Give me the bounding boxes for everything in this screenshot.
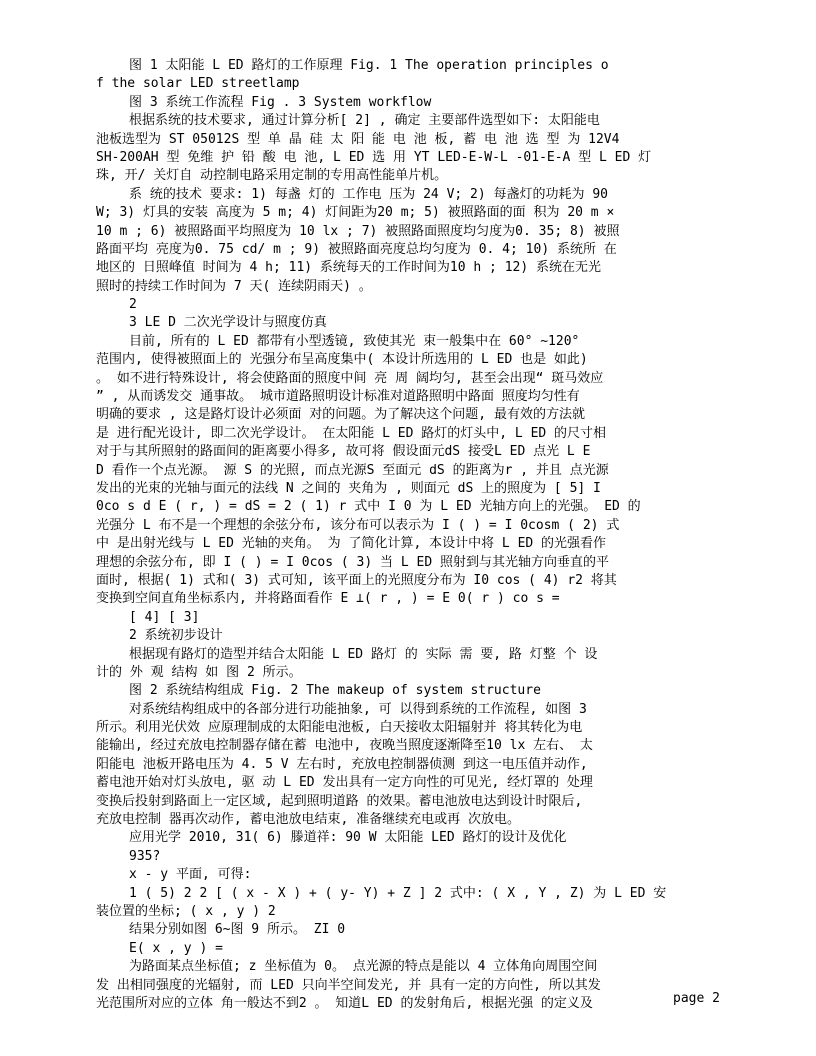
equation-line: 1 ( 5) 2 2 [ ( x - X ) + ( y- Y) + Z ] 2 式中: ( X , Y , Z) 为 L ED 安	[129, 885, 667, 901]
paragraph-line: 所示。利用光伏效 应原理制成的太阳能电池板, 白天接收太阳辐射并 将其转化为电	[96, 720, 583, 736]
equation-line: E( x , y ) =	[129, 940, 223, 956]
paragraph-line: 地区的 日照峰值 时间为 4 h; 11) 系统每天的工作时间为10 h ; 12) 系统在无光	[96, 260, 602, 276]
paragraph-line: 目前, 所有的 L ED 都带有小型透镜, 致使其光 束一般集中在 60° ~120°	[129, 333, 580, 349]
paragraph-line: 对系统结构组成中的各部分进行功能抽象, 可 以得到系统的工作流程, 如图 3	[129, 701, 587, 717]
section-number: 2	[129, 297, 137, 313]
paragraph-line: ” , 从而诱发交 通事故。 城市道路照明设计标准对道路照明中路面 照度均匀性有	[96, 389, 580, 405]
paragraph-line: 充放电控制 器再次动作, 蓄电池放电结束, 准备继续充电或再 次放电。	[96, 812, 520, 828]
running-header: 应用光学 2010, 31( 6) 滕道祥: 90 W 太阳能 LED 路灯的设计及优化	[129, 830, 567, 846]
paragraph-line: 计的 外 观 结构 如 图 2 所示。	[96, 664, 302, 680]
paragraph-line: 路面平均 亮度为0. 75 cd/ m ; 9) 被照路面亮度总均匀度为 0. 4; 10) 系统所 在	[96, 241, 617, 257]
paragraph-line: 变换后投射到路面上一定区域, 起到照明道路 的效果。蓄电池放电达到设计时限后,	[96, 793, 583, 809]
paragraph-line: 变换到空间直角坐标系内, 并将路面看作 E ⊥( r , ) = E 0( r ) co s =	[96, 591, 560, 607]
running-header-page: 935?	[129, 848, 161, 864]
equation-line: 装位置的坐标; ( x , y ) 2	[96, 903, 276, 919]
figure-caption-1: 图 1 太阳能 L ED 路灯的工作原理 Fig. 1 The operation principles o	[129, 58, 609, 73]
paragraph-line: 对于与其所照射的路面间的距离要小得多, 故可将 假设面元dS 接受L ED 点光 L E	[96, 444, 591, 460]
page-number: page 2	[673, 991, 720, 1006]
paragraph-line: 是 进行配光设计, 即二次光学设计。 在太阳能 L ED 路灯的灯头中, L ED 的尺寸相	[96, 425, 607, 441]
paragraph-line: 发出的光束的光轴与面元的法线 N 之间的 夹角为 , 则面元 dS 上的照度为 [ 5] I	[96, 480, 601, 496]
paragraph-line: W; 3) 灯具的安装 高度为 5 m; 4) 灯间距为20 m; 5) 被照路面的面 积为 20 m ×	[96, 205, 615, 221]
paragraph-line: 光范围所对应的立体 角一般达不到2 。 知道L ED 的发射角后, 根据光强 的定义及	[96, 995, 593, 1011]
section-heading: 2 系统初步设计	[129, 628, 223, 644]
paragraph-line: x - y 平面, 可得:	[129, 867, 252, 883]
paragraph-line: 结果分别如图 6~图 9 所示。 ZI 0	[129, 922, 346, 938]
paragraph-line: 根据系统的技术要求, 通过计算分析[ 2] , 确定 主要部件选型如下: 太阳能电	[129, 113, 600, 129]
paragraph-line: 根据现有路灯的造型并结合太阳能 L ED 路灯 的 实际 需 要, 路 灯整 个 设	[129, 646, 598, 662]
paragraph-line: 池板选型为 ST 05012S 型 单 晶 硅 太 阳 能 电 池 板, 蓄 电 池 选 型 为 12V4	[96, 131, 620, 147]
paragraph-line: 发 出相同强度的光辐射, 而 LED 只向半空间发光, 并 具有一定的方向性, 所以其发	[96, 977, 601, 993]
document-body	[96, 57, 724, 1013]
paragraph-line: 照时的持续工作时间为 7 天( 连续阴雨天) 。	[96, 278, 372, 294]
figure-caption-1-cont: f the solar LED streetlamp	[96, 76, 300, 92]
paragraph-line: 蓄电池开始对灯头放电, 驱 动 L ED 发出具有一定方向性的可见光, 经灯罩的 处理	[96, 775, 593, 791]
figure-caption-3: 图 3 系统工作流程 Fig . 3 System workflow	[129, 94, 432, 110]
paragraph-line: SH-200AH 型 免维 护 铅 酸 电 池, L ED 选 用 YT LED-E-W-L -01-E-A 型 L ED 灯	[96, 149, 652, 165]
paragraph-line: 系 统的技术 要求: 1) 每盏 灯的 工作电 压为 24 V; 2) 每盏灯的功耗为 90	[129, 186, 609, 202]
paragraph-line: 。 如不进行特殊设计, 将会使路面的照度中间 亮 周 阔均匀, 甚至会出现“ 斑马效应	[96, 370, 604, 386]
paragraph-line: 为路面某点坐标值; z 坐标值为 0。 点光源的特点是能以 4 立体角向周围空间	[129, 959, 598, 975]
paragraph-line: 阳能电 池板开路电压为 4. 5 V 左右时, 充放电控制器侦测 到这一电压值并动作,	[96, 756, 588, 772]
paragraph-line: 理想的余弦分布, 即 I ( ) = I 0cos ( 3) 当 L ED 照射到与其光轴方向垂直的平	[96, 554, 609, 570]
paragraph-line: D 看作一个点光源。 源 S 的光照, 而点光源S 至面元 dS 的距离为r , 并且 点光源	[96, 462, 609, 478]
paragraph-line: 10 m ; 6) 被照路面平均照度为 10 lx ; 7) 被照路面照度均匀度为0. 35; 8) 被照	[96, 223, 620, 239]
paragraph-line: 明确的要求 , 这是路灯设计必须面 对的问题。为了解决这个问题, 最有效的方法就	[96, 407, 585, 423]
paragraph-line: 中 是出射光线与 L ED 光轴的夹角。 为 了简化计算, 本设计中将 L ED 的光强看作	[96, 536, 607, 552]
section-heading: 3 LE D 二次光学设计与照度仿真	[129, 315, 327, 331]
paragraph-line: 光强分 L 布不是一个理想的余弦分布, 该分布可以表示为 I ( ) = I 0cosm ( 2) 式	[96, 517, 620, 533]
paragraph-line: 面时, 根据( 1) 式和( 3) 式可知, 该平面上的光照度分布为 I0 cos ( 4) r2 将其	[96, 572, 617, 588]
paragraph-line: 珠, 开/ 关灯自 动控制电路采用定制的专用高性能单片机。	[96, 168, 448, 184]
paragraph-line: 能输出, 经过充放电控制器存储在蓄 电池中, 夜晚当照度逐渐降至10 lx 左右、 太	[96, 738, 593, 754]
figure-caption-2: 图 2 系统结构组成 Fig. 2 The makeup of system structure	[129, 683, 541, 699]
reference-marker: [ 4] [ 3]	[129, 609, 200, 625]
paragraph-line: 范围内, 使得被照面上的 光强分布呈高度集中( 本设计所选用的 L ED 也是 如此)	[96, 352, 588, 368]
paragraph-line: 0co s d E ( r, ) = dS = 2 ( 1) r 式中 I 0 为 L ED 光轴方向上的光强。 ED 的	[96, 499, 641, 515]
